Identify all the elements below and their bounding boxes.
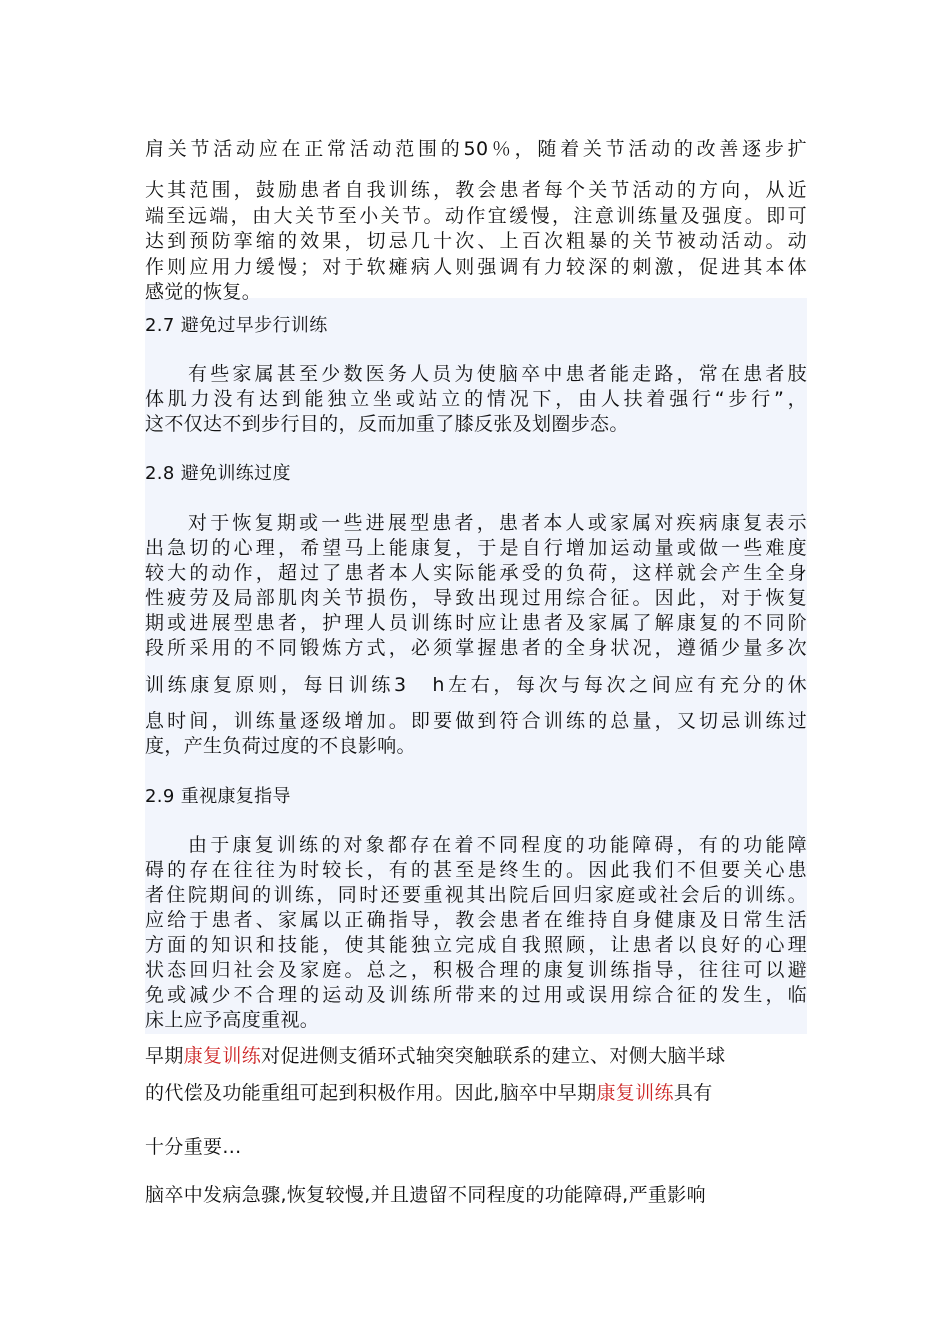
text-line: 性疲劳及局部肌肉关节损伤，导致出现过用综合征。因此，对于恢复 <box>145 587 807 609</box>
text-line: 度，产生负荷过度的不良影响。 <box>145 735 416 757</box>
snippet-text: 早期 <box>145 1045 184 1067</box>
snippet-line <box>145 1045 807 1068</box>
text-line: 息时间，训练量逐级增加。即要做到符合训练的总量，又切忌训练过 <box>145 710 807 732</box>
text-line: 达到预防挛缩的效果，切忌几十次、上百次粗暴的关节被动活动。动 <box>145 230 807 252</box>
keyword-link[interactable]: 康复训练 <box>183 1045 262 1067</box>
snippet-text: 对促进侧支循环式轴突突触联系的建立、对侧大脑半球 <box>261 1045 726 1067</box>
text-line: 较大的动作，超过了患者本人实际能承受的负荷，这样就会产生全身 <box>145 562 807 584</box>
text-line: 感觉的恢复。 <box>145 281 262 303</box>
text-line: 端至远端，由大关节至小关节。动作宜缓慢，注意训练量及强度。即可 <box>145 205 807 227</box>
text-line: 训练康复原则，每日训练3 h左右，每次与每次之间应有充分的休 <box>145 674 807 696</box>
text-line: 期或进展型患者，护理人员训练时应让患者及家属了解康复的不同阶 <box>145 612 807 634</box>
section-heading: 2.7 避免过早步行训练 <box>145 315 328 336</box>
snippet-line: 脑卒中发病急骤,恢复较慢,并且遗留不同程度的功能障碍,严重影响 <box>145 1184 706 1206</box>
text-line: 肩关节活动应在正常活动范围的50％，随着关节活动的改善逐步扩 <box>145 138 807 160</box>
text-line: 免或减少不合理的运动及训练所带来的过用或误用综合征的发生，临 <box>145 984 807 1006</box>
section-heading: 2.8 避免训练过度 <box>145 463 291 484</box>
text-line: 大其范围，鼓励患者自我训练，教会患者每个关节活动的方向，从近 <box>145 179 807 201</box>
text-line: 方面的知识和技能，使其能独立完成自我照顾，让患者以良好的心理 <box>145 934 807 956</box>
text-line: 由于康复训练的对象都存在着不同程度的功能障碍，有的功能障 <box>188 834 807 856</box>
section-heading: 2.9 重视康复指导 <box>145 786 291 807</box>
snippet-line: 十分重要... <box>145 1136 242 1158</box>
text-line: 对于恢复期或一些进展型患者，患者本人或家属对疾病康复表示 <box>188 512 807 534</box>
text-line: 有些家属甚至少数医务人员为使脑卒中患者能走路，常在患者肢 <box>188 363 807 385</box>
text-line: 者住院期间的训练，同时还要重视其出院后回归家庭或社会后的训练。 <box>145 884 807 906</box>
text-line: 作则应用力缓慢；对于软瘫病人则强调有力较深的刺激，促进其本体 <box>145 256 807 278</box>
snippet-line <box>145 1082 807 1105</box>
snippet-text: 具有 <box>673 1082 713 1104</box>
keyword-link[interactable]: 康复训练 <box>596 1082 674 1104</box>
text-line: 出急切的心理，希望马上能康复，于是自行增加运动量或做一些难度 <box>145 537 807 559</box>
text-line: 床上应予高度重视。 <box>145 1009 320 1031</box>
text-line: 应给于患者、家属以正确指导，教会患者在维持自身健康及日常生活 <box>145 909 807 931</box>
text-line: 状态回归社会及家庭。总之，积极合理的康复训练指导，往往可以避 <box>145 959 807 981</box>
text-line: 这不仅达不到步行目的，反而加重了膝反张及划圈步态。 <box>145 413 629 435</box>
snippet-text: 的代偿及功能重组可起到积极作用。因此,脑卒中早期 <box>145 1082 597 1104</box>
text-line: 体肌力没有达到能独立坐或站立的情况下，由人扶着强行“步行”， <box>145 388 807 410</box>
text-line: 段所采用的不同锻炼方式，必须掌握患者的全身状况，遵循少量多次 <box>145 637 807 659</box>
text-line: 碍的存在往往为时较长，有的甚至是终生的。因此我们不但要关心患 <box>145 859 807 881</box>
